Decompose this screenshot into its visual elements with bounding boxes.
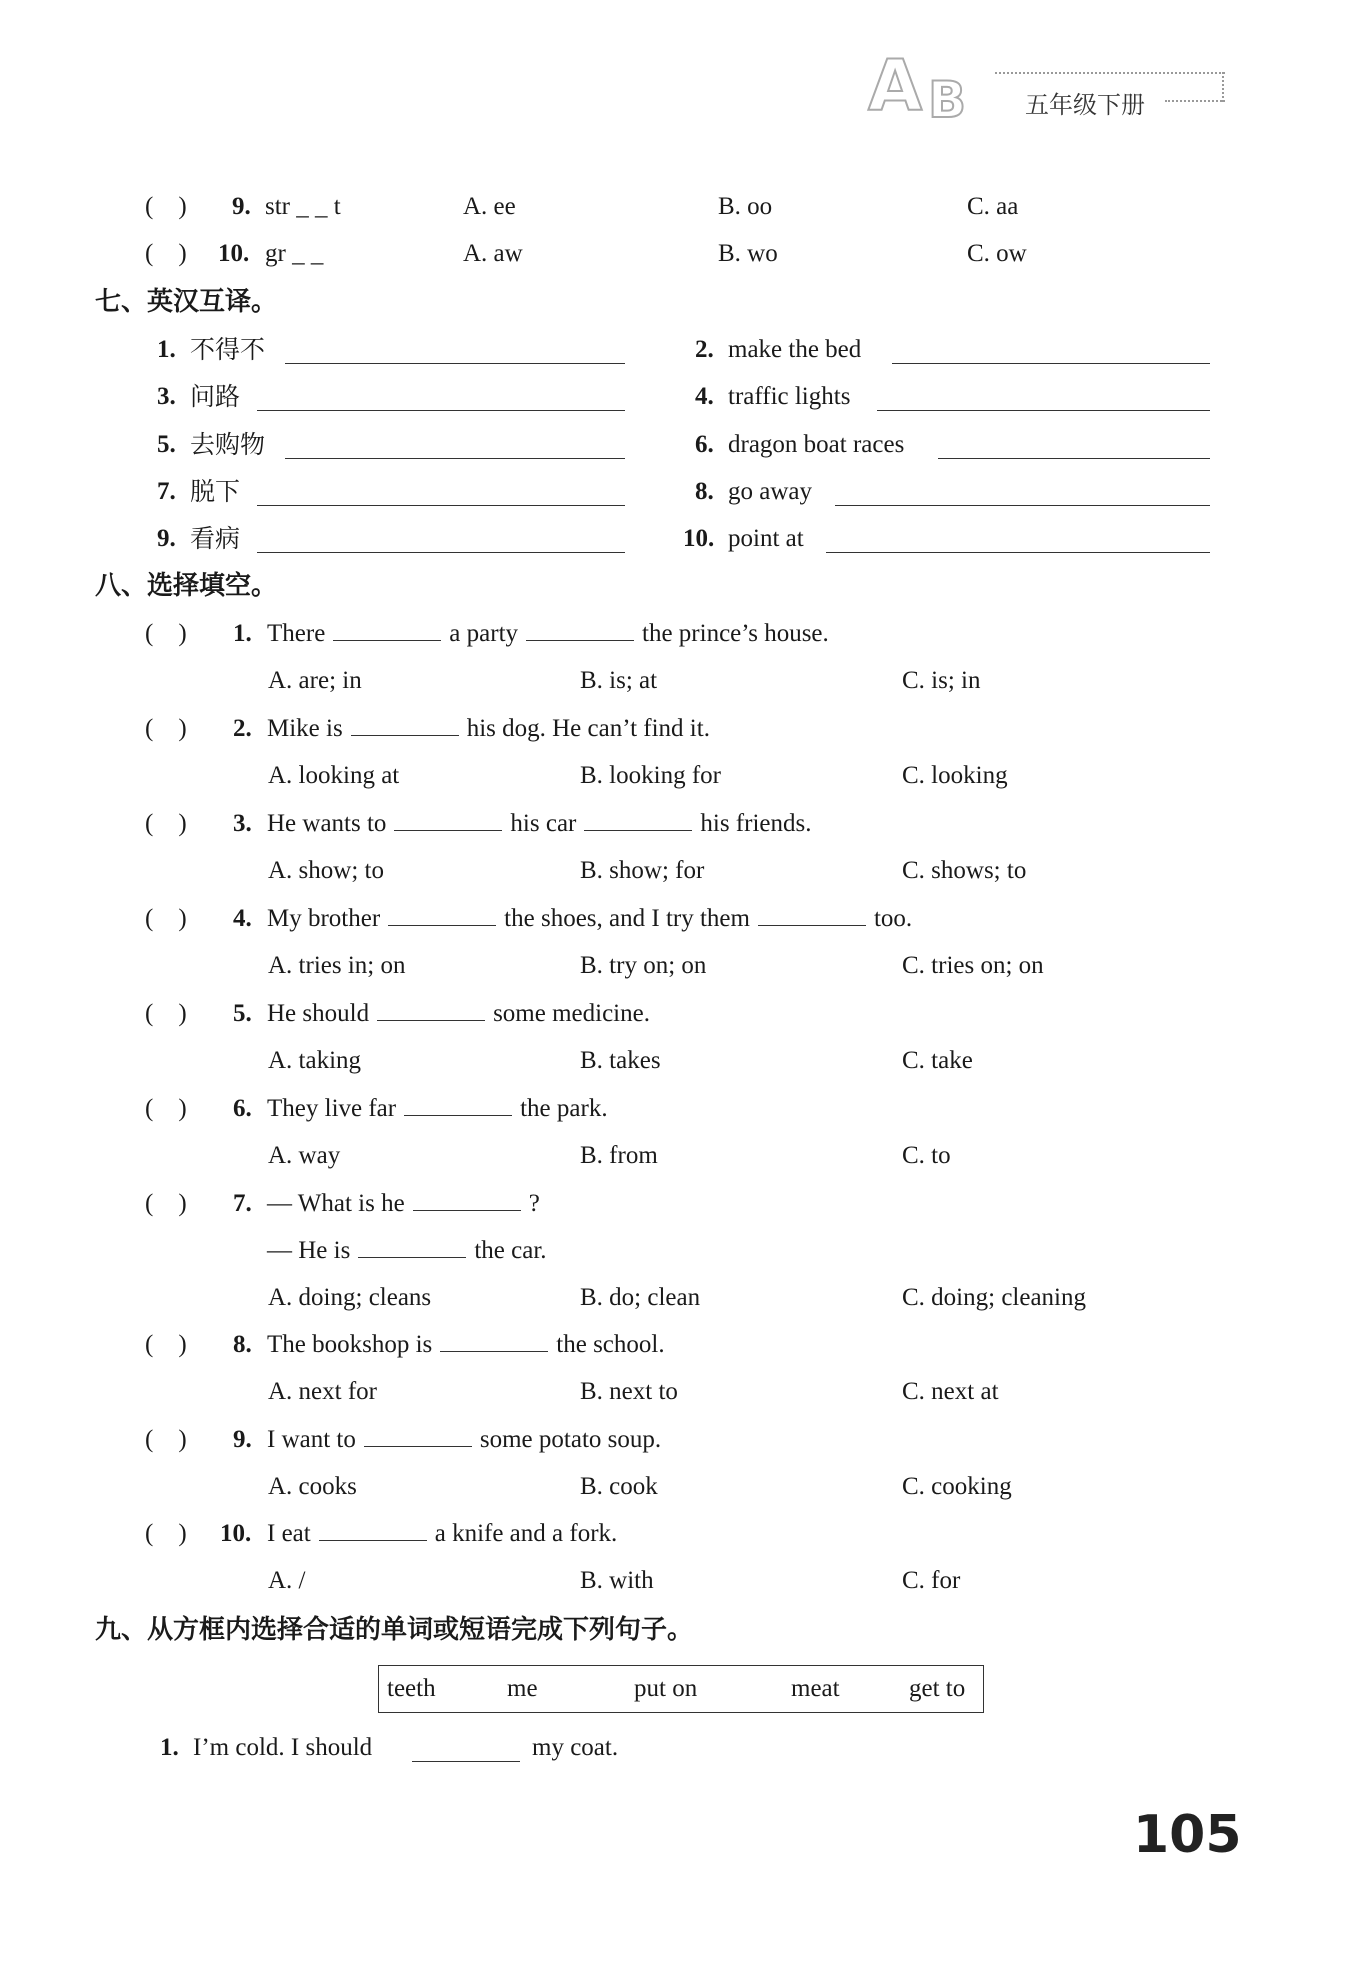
section-title: 九、从方框内选择合适的单词或短语完成下列句子。 <box>95 1615 694 1645</box>
svg-text:B: B <box>928 71 967 125</box>
answer-blank[interactable] <box>388 903 496 926</box>
item-number: 10. <box>683 525 715 552</box>
question-number: 1. <box>233 620 252 647</box>
option-a[interactable]: A. doing; cleans <box>268 1284 432 1311</box>
item-number: 9. <box>157 525 176 552</box>
word-bank-box <box>378 1665 984 1713</box>
answer-blank[interactable] <box>351 713 459 736</box>
question-number: 6. <box>233 1095 252 1122</box>
item-text: 看病 <box>190 524 241 553</box>
fill-sentence-row <box>0 1728 1350 1768</box>
item-number: 6. <box>695 431 714 458</box>
translation-row <box>0 425 1350 465</box>
option-b[interactable]: B. do; clean <box>580 1284 701 1311</box>
option-b[interactable]: B. takes <box>580 1047 661 1074</box>
stem-text: Mike is <box>267 715 343 742</box>
option-a: A. ee <box>463 193 516 220</box>
stem-text: his friends. <box>700 810 812 837</box>
question-row <box>0 1420 1350 1460</box>
options-row <box>0 946 1350 986</box>
stem-text: I want to <box>267 1426 356 1453</box>
answer-line[interactable] <box>826 552 1210 553</box>
option-c[interactable]: C. to <box>902 1142 951 1169</box>
option-a[interactable]: A. looking at <box>268 762 400 789</box>
stem-text: the prince’s house. <box>642 620 829 647</box>
answer-paren[interactable]: ( ) <box>145 193 187 220</box>
question-row <box>0 1325 1350 1365</box>
question-stem <box>267 614 829 654</box>
item-text: dragon boat races <box>728 431 905 458</box>
question-row <box>0 234 1350 274</box>
header-dotted-line <box>1222 72 1224 102</box>
options-row <box>0 1278 1350 1318</box>
question-row <box>0 187 1350 227</box>
answer-blank[interactable] <box>526 618 634 641</box>
sentence-text: my coat. <box>532 1734 619 1761</box>
stem-text: the school. <box>556 1331 665 1358</box>
question-stem <box>267 1325 665 1365</box>
options-row <box>0 1467 1350 1507</box>
stem-text: some potato soup. <box>479 1426 662 1453</box>
question-row <box>0 1184 1350 1224</box>
stem-text: too. <box>873 905 913 932</box>
answer-line[interactable] <box>877 410 1210 411</box>
option-c[interactable]: C. cooking <box>902 1473 1012 1500</box>
answer-paren[interactable]: ( ) <box>145 1331 187 1358</box>
option-a: A. aw <box>463 240 523 267</box>
stem-text: — He is <box>267 1237 351 1264</box>
item-number: 2. <box>695 336 714 363</box>
question-number: 5. <box>233 1000 252 1027</box>
translation-row <box>0 377 1350 417</box>
option-a[interactable]: A. taking <box>268 1047 362 1074</box>
answer-line[interactable] <box>892 363 1210 364</box>
answer-blank[interactable] <box>440 1329 548 1352</box>
option-a[interactable]: A. tries in; on <box>268 952 406 979</box>
item-text: make the bed <box>728 336 862 363</box>
question-stem <box>267 1231 547 1271</box>
item-text: 问路 <box>190 382 241 411</box>
answer-paren[interactable]: ( ) <box>145 1426 187 1453</box>
question-number: 10. <box>218 240 250 267</box>
word-bank-item: get to <box>909 1675 966 1702</box>
answer-paren[interactable]: ( ) <box>145 715 187 742</box>
answer-blank[interactable] <box>404 1093 512 1116</box>
option-c[interactable]: C. shows; to <box>902 857 1027 884</box>
option-b[interactable]: B. with <box>580 1567 654 1594</box>
grade-label: 五年级下册 <box>1025 91 1145 119</box>
answer-line[interactable] <box>257 552 625 553</box>
answer-paren[interactable]: ( ) <box>145 1095 187 1122</box>
stem-text: He wants to <box>267 810 387 837</box>
option-c[interactable]: C. next at <box>902 1378 999 1405</box>
option-c[interactable]: C. doing; cleaning <box>902 1284 1086 1311</box>
stem-text: his dog. He can’t find it. <box>466 715 710 742</box>
answer-line[interactable] <box>285 458 625 459</box>
question-stem <box>267 899 912 939</box>
stem-text: his car <box>510 810 577 837</box>
answer-blank[interactable] <box>758 903 866 926</box>
option-b[interactable]: B. try on; on <box>580 952 707 979</box>
option-b[interactable]: B. is; at <box>580 667 658 694</box>
question-stem: str _ _ t <box>265 193 341 220</box>
answer-blank[interactable] <box>394 808 502 831</box>
item-text: 去购物 <box>190 430 266 459</box>
item-text: 不得不 <box>190 335 266 364</box>
stem-text: I eat <box>267 1520 311 1547</box>
item-number: 8. <box>695 478 714 505</box>
option-a[interactable]: A. are; in <box>268 667 362 694</box>
question-row <box>0 994 1350 1034</box>
answer-paren[interactable]: ( ) <box>145 1520 187 1547</box>
answer-line[interactable] <box>938 458 1210 459</box>
options-row <box>0 661 1350 701</box>
question-row <box>0 1514 1350 1554</box>
answer-paren[interactable]: ( ) <box>145 810 187 837</box>
question-stem <box>267 1184 540 1224</box>
item-number: 5. <box>157 431 176 458</box>
stem-text: a party <box>449 620 519 647</box>
option-b: B. wo <box>718 240 778 267</box>
stem-text: The bookshop is <box>267 1331 433 1358</box>
item-number: 3. <box>157 383 176 410</box>
translation-row <box>0 330 1350 370</box>
item-number: 1. <box>160 1734 179 1761</box>
stem-text: a knife and a fork. <box>434 1520 618 1547</box>
option-a[interactable]: A. show; to <box>268 857 384 884</box>
answer-blank[interactable] <box>333 618 441 641</box>
question-number: 3. <box>233 810 252 837</box>
options-row <box>0 1372 1350 1412</box>
answer-line[interactable] <box>835 505 1210 506</box>
question-stem <box>267 709 710 749</box>
option-a[interactable]: A. next for <box>268 1378 377 1405</box>
option-a[interactable]: A. / <box>268 1567 306 1594</box>
stem-text: the park. <box>520 1095 608 1122</box>
question-number: 8. <box>233 1331 252 1358</box>
stem-text: There <box>267 620 326 647</box>
question-stem <box>267 994 650 1034</box>
answer-blank[interactable] <box>584 808 692 831</box>
question-row <box>0 1089 1350 1129</box>
header-dotted-line <box>995 72 1225 74</box>
options-row <box>0 1041 1350 1081</box>
option-c[interactable]: C. is; in <box>902 667 981 694</box>
question-row <box>0 614 1350 654</box>
item-number: 7. <box>157 478 176 505</box>
question-stem <box>267 1514 617 1554</box>
question-number: 9. <box>233 1426 252 1453</box>
word-bank-item: put on <box>634 1675 698 1702</box>
options-row <box>0 756 1350 796</box>
stem-text: My brother <box>267 905 381 932</box>
question-stem <box>267 1420 661 1460</box>
section-title: 七、英汉互译。 <box>95 287 278 317</box>
stem-text: some medicine. <box>493 1000 650 1027</box>
translation-row <box>0 519 1350 559</box>
word-bank-item: teeth <box>387 1675 436 1702</box>
translation-row <box>0 472 1350 512</box>
option-b[interactable]: B. show; for <box>580 857 705 884</box>
option-c[interactable]: C. tries on; on <box>902 952 1044 979</box>
stem-text: the car. <box>474 1237 547 1264</box>
page-number: 105 <box>1133 1805 1242 1865</box>
option-c[interactable]: C. take <box>902 1047 973 1074</box>
stem-text: He should <box>267 1000 370 1027</box>
question-number: 2. <box>233 715 252 742</box>
header-dotted-line <box>1165 100 1225 102</box>
sentence-text: I’m cold. I should <box>193 1734 373 1761</box>
word-bank-item: meat <box>791 1675 840 1702</box>
answer-paren[interactable]: ( ) <box>145 905 187 932</box>
option-b[interactable]: B. cook <box>580 1473 658 1500</box>
answer-blank[interactable] <box>377 998 485 1021</box>
options-row <box>0 851 1350 891</box>
question-number: 10. <box>220 1520 252 1547</box>
answer-line[interactable] <box>257 505 625 506</box>
option-c: C. aa <box>967 193 1019 220</box>
section-title: 八、选择填空。 <box>95 571 278 601</box>
stem-text: — What is he <box>267 1190 405 1217</box>
item-number: 4. <box>695 383 714 410</box>
answer-blank[interactable] <box>413 1188 521 1211</box>
question-stem <box>267 1089 608 1129</box>
item-text: point at <box>728 525 804 552</box>
word-bank-item: me <box>507 1675 538 1702</box>
item-number: 1. <box>157 336 176 363</box>
ab-logo-icon <box>858 45 1008 125</box>
answer-line[interactable] <box>285 363 625 364</box>
answer-blank[interactable] <box>358 1235 466 1258</box>
question-number: 7. <box>233 1190 252 1217</box>
options-row <box>0 1136 1350 1176</box>
option-b[interactable]: B. from <box>580 1142 658 1169</box>
question-number: 4. <box>233 905 252 932</box>
option-c: C. ow <box>967 240 1027 267</box>
answer-blank[interactable] <box>319 1518 427 1541</box>
stem-text: ? <box>528 1190 540 1217</box>
option-a[interactable]: A. way <box>268 1142 341 1169</box>
question-number: 9. <box>232 193 251 220</box>
question-stem: gr _ _ <box>265 240 324 267</box>
option-b[interactable]: B. looking for <box>580 762 721 789</box>
option-b[interactable]: B. next to <box>580 1378 678 1405</box>
answer-paren[interactable]: ( ) <box>145 1000 187 1027</box>
stem-text: They live far <box>267 1095 397 1122</box>
answer-line[interactable] <box>257 410 625 411</box>
item-text: go away <box>728 478 812 505</box>
answer-paren[interactable]: ( ) <box>145 620 187 647</box>
question-row-continued <box>0 1231 1350 1271</box>
answer-paren[interactable]: ( ) <box>145 240 187 267</box>
options-row <box>0 1561 1350 1601</box>
item-text: traffic lights <box>728 383 851 410</box>
question-row <box>0 899 1350 939</box>
option-b: B. oo <box>718 193 773 220</box>
svg-text:A: A <box>868 45 923 125</box>
answer-blank[interactable] <box>364 1424 472 1447</box>
option-a[interactable]: A. cooks <box>268 1473 357 1500</box>
option-c[interactable]: C. looking <box>902 762 1008 789</box>
stem-text: the shoes, and I try them <box>504 905 750 932</box>
question-stem <box>267 804 811 844</box>
question-row <box>0 804 1350 844</box>
answer-paren[interactable]: ( ) <box>145 1190 187 1217</box>
question-row <box>0 709 1350 749</box>
option-c[interactable]: C. for <box>902 1567 961 1594</box>
item-text: 脱下 <box>190 477 241 506</box>
answer-blank[interactable] <box>412 1761 520 1762</box>
